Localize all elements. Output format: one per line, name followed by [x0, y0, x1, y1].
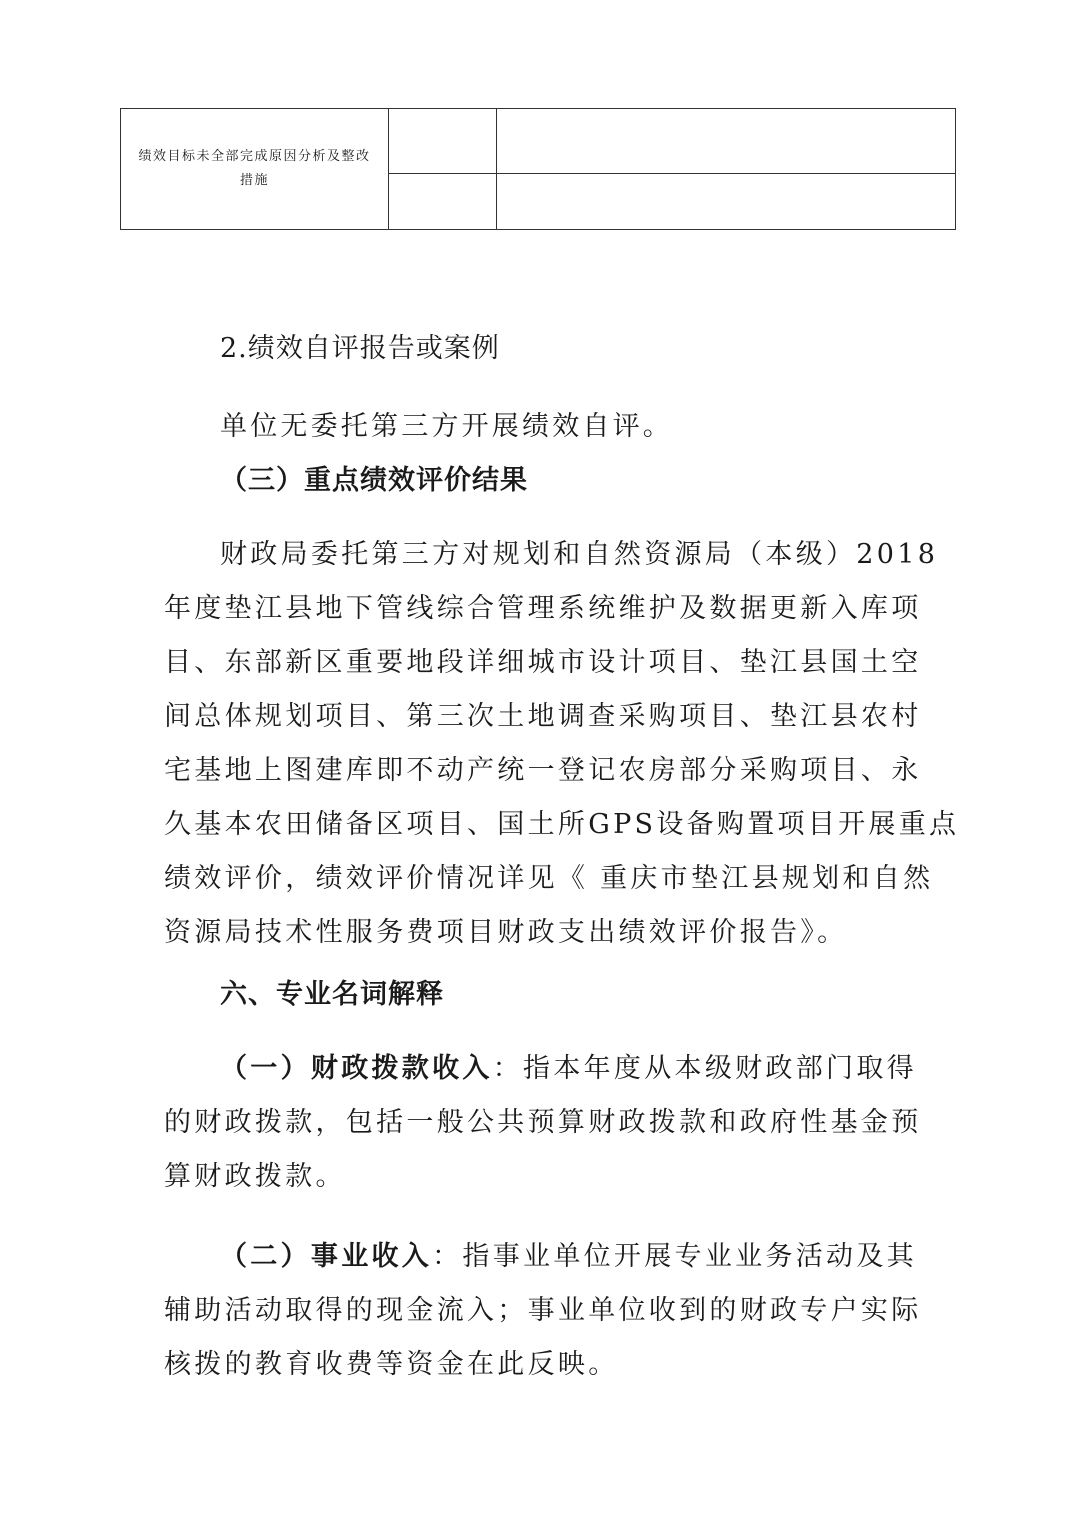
term-1-title: （一）财政拨款收入	[220, 1053, 493, 1084]
term-2-title: （二）事业收入	[220, 1241, 433, 1272]
paragraph-line: 间总体规划项目、第三次土地调查采购项目、垫江县农村	[164, 701, 922, 732]
section-3-heading: （三）重点绩效评价结果	[220, 465, 528, 496]
row-label-line2: 措施	[239, 173, 269, 188]
term-2-colon: ：	[432, 1241, 463, 1272]
table-divider	[389, 173, 955, 174]
paragraph-line: 久基本农田储备区项目、国土所GPS设备购置项目开展重点	[164, 809, 960, 840]
term-1-paragraph	[164, 1042, 922, 1204]
term-2-text: 指事业单位开展专业业务活动及其	[462, 1241, 917, 1272]
paragraph-line: 目、东部新区重要地段详细城市设计项目、垫江县国土空	[164, 647, 922, 678]
section-2-heading: 2.绩效自评报告或案例	[220, 333, 500, 364]
paragraph-line: 核拨的教育收费等资金在此反映。	[164, 1349, 619, 1380]
table-cell-empty	[389, 109, 497, 229]
term-2-paragraph	[164, 1230, 922, 1392]
paragraph-line: 绩效评价，绩效评价情况详见《 重庆市垫江县规划和自然	[164, 863, 934, 894]
table-row-label	[121, 109, 389, 229]
paragraph-line	[164, 1230, 917, 1284]
row-label-line1: 绩效目标未全部完成原因分析及整改	[138, 149, 371, 164]
term-1-text: 指本年度从本级财政部门取得	[523, 1053, 917, 1084]
paragraph-line: 辅助活动取得的现金流入；事业单位收到的财政专户实际	[164, 1295, 922, 1326]
section-3-paragraph	[164, 528, 960, 960]
paragraph-line	[164, 1042, 917, 1096]
paragraph-line: 算财政拨款。	[164, 1161, 346, 1192]
paragraph-line: 的财政拨款，包括一般公共预算财政拨款和政府性基金预	[164, 1107, 922, 1138]
performance-table	[120, 108, 956, 230]
paragraph-line: 年度垫江县地下管线综合管理系统维护及数据更新入库项	[164, 593, 922, 624]
section-6-heading: 六、专业名词解释	[220, 979, 444, 1010]
paragraph-line: 资源局技术性服务费项目财政支出绩效评价报告》。	[164, 917, 848, 948]
term-1-colon: ：	[492, 1053, 524, 1084]
section-2-text: 单位无委托第三方开展绩效自评。	[220, 411, 673, 442]
paragraph-line: 财政局委托第三方对规划和自然资源局（本级）2018	[220, 539, 939, 570]
paragraph-line: 宅基地上图建库即不动产统一登记农房部分采购项目、永	[164, 755, 922, 786]
